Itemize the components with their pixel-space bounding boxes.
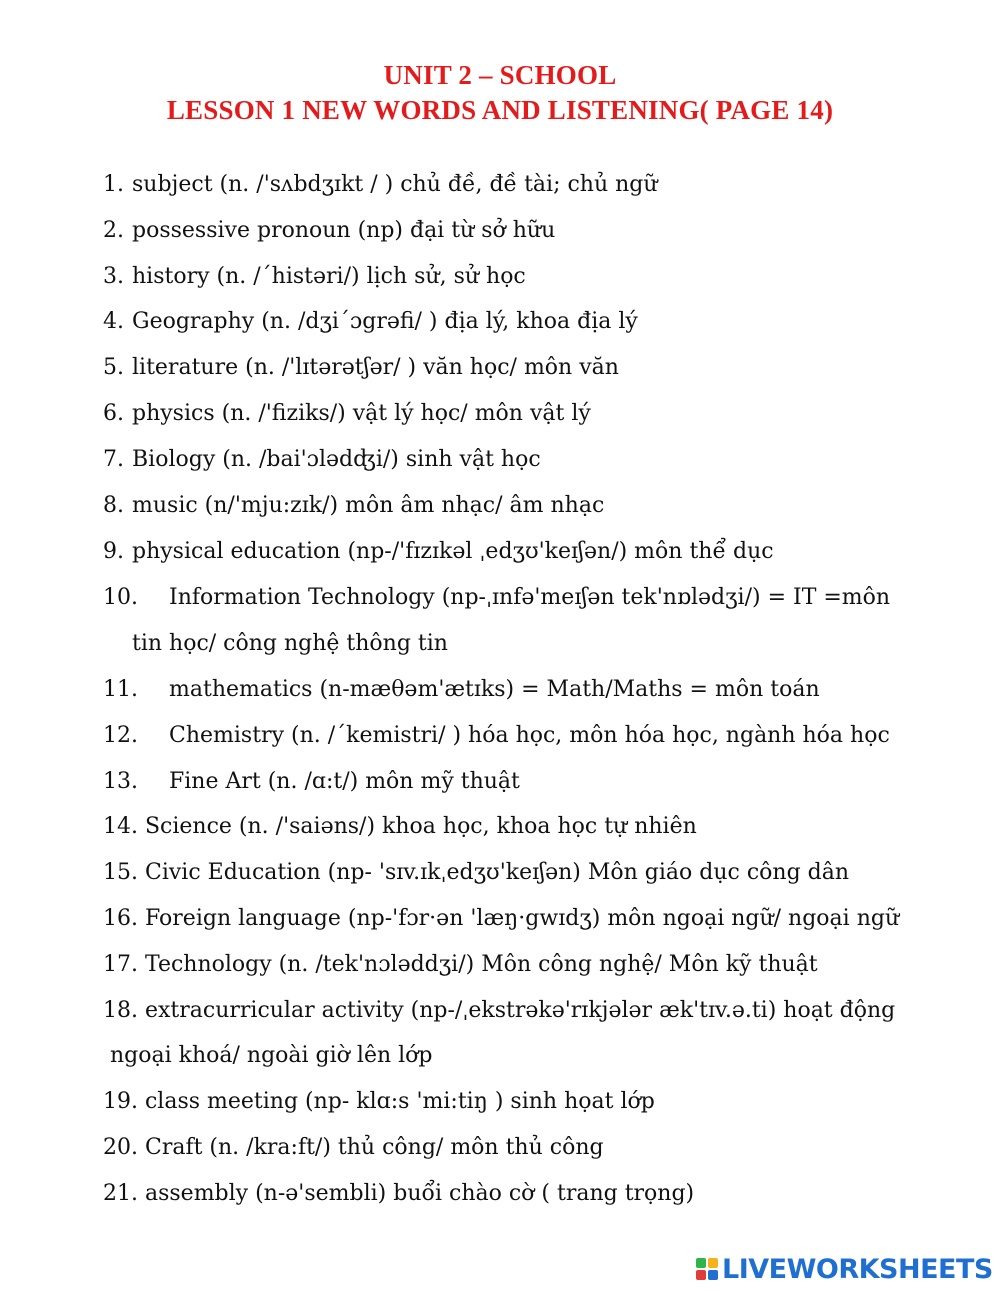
item-number: 9. <box>103 539 124 564</box>
item-number: 13. <box>103 769 138 794</box>
item-text: history (n. /ˊhistəri/) lịch sử, sử học <box>132 264 526 289</box>
liveworksheets-grid-icon <box>696 1258 718 1280</box>
logo-square-blue <box>708 1270 718 1280</box>
item-number: 2. <box>103 218 124 243</box>
item-text: 14. Science (n. /'saiəns/) khoa học, khoa học tự nhiên <box>103 814 697 839</box>
item-text: 21. assembly (n-ə'sembli) buổi chào cờ ( trang trọng) <box>103 1181 695 1206</box>
item-text: Chemistry (n. /ˊkemistri/ ) hóa học, môn hóa học, ngành hóa học <box>169 723 890 748</box>
item-number: 10. <box>103 585 138 610</box>
item-text: 15. Civic Education (np- 'sɪv.ɪkˌedʒʊ'keɪʃən) Môn giáo dục công dân <box>103 860 850 885</box>
item-number: 11. <box>103 677 138 702</box>
logo-square-red <box>696 1270 706 1280</box>
item-text: Information Technology (np-ˌɪnfə'meɪʃən tek'nɒlədʒi/) = IT =môn <box>169 585 891 610</box>
item-text: physics (n. /'fiziks/) vật lý học/ môn vật lý <box>132 401 591 426</box>
item-text: literature (n. /'lɪtərətʃər/ ) văn học/ môn văn <box>132 355 619 380</box>
item-number: 3. <box>103 264 124 289</box>
lesson-title: LESSON 1 NEW WORDS AND LISTENING( PAGE 14) <box>166 95 834 125</box>
item-text: physical education (np-/'fɪzɪkəl ˌedʒʊ'keɪʃən/) môn thể dục <box>132 539 774 564</box>
logo-text: LIVEWORKSHEETS <box>722 1253 993 1285</box>
item-text: possessive pronoun (np) đại từ sở hữu <box>132 218 556 243</box>
item-number: 7. <box>103 447 124 472</box>
unit-title: UNIT 2 – SCHOOL <box>383 60 617 90</box>
liveworksheets-logo[interactable] <box>696 1254 993 1284</box>
item-text: 17. Technology (n. /tek'nɔləddʒi/) Môn công nghệ/ Môn kỹ thuật <box>103 952 818 977</box>
item-text: 19. class meeting (np- klɑ:s 'mi:tiŋ ) sinh họat lớp <box>103 1089 655 1114</box>
item-text: Geography (n. /dʒiˊɔgrəfi/ ) địa lý, khoa địa lý <box>132 309 638 334</box>
item-number: 4. <box>103 309 124 334</box>
logo-square-yellow <box>708 1258 718 1268</box>
item-text: music (n/'mju:zɪk/) môn âm nhạc/ âm nhạc <box>132 493 605 518</box>
item-number: 12. <box>103 723 138 748</box>
item-number: 8. <box>103 493 124 518</box>
item-number: 1. <box>103 172 124 197</box>
item-text: mathematics (n-mæθəm'ætɪks) = Math/Maths = môn toán <box>169 677 820 702</box>
item-text: tin học/ công nghệ thông tin <box>132 631 448 656</box>
item-text: Fine Art (n. /ɑ:t/) môn mỹ thuật <box>169 769 520 794</box>
logo-square-green <box>696 1258 706 1268</box>
item-text: ngoại khoá/ ngoài giờ lên lớp <box>110 1043 433 1068</box>
item-text: 16. Foreign language (np-'fɔr·ən 'læŋ·gwɪdʒ) môn ngoại ngữ/ ngoại ngữ <box>103 906 900 931</box>
item-text: subject (n. /'sʌbdʒɪkt / ) chủ đề, đề tài; chủ ngữ <box>132 172 658 197</box>
item-text: 18. extracurricular activity (np-/ˌekstrəkə'rɪkjələr æk'tɪv.ə.ti) hoạt động <box>103 998 896 1023</box>
item-number: 6. <box>103 401 124 426</box>
item-text: Biology (n. /bai'ɔlədʤi/) sinh vật học <box>132 447 541 472</box>
item-text: 20. Craft (n. /kra:ft/) thủ công/ môn thủ công <box>103 1135 604 1160</box>
item-number: 5. <box>103 355 124 380</box>
